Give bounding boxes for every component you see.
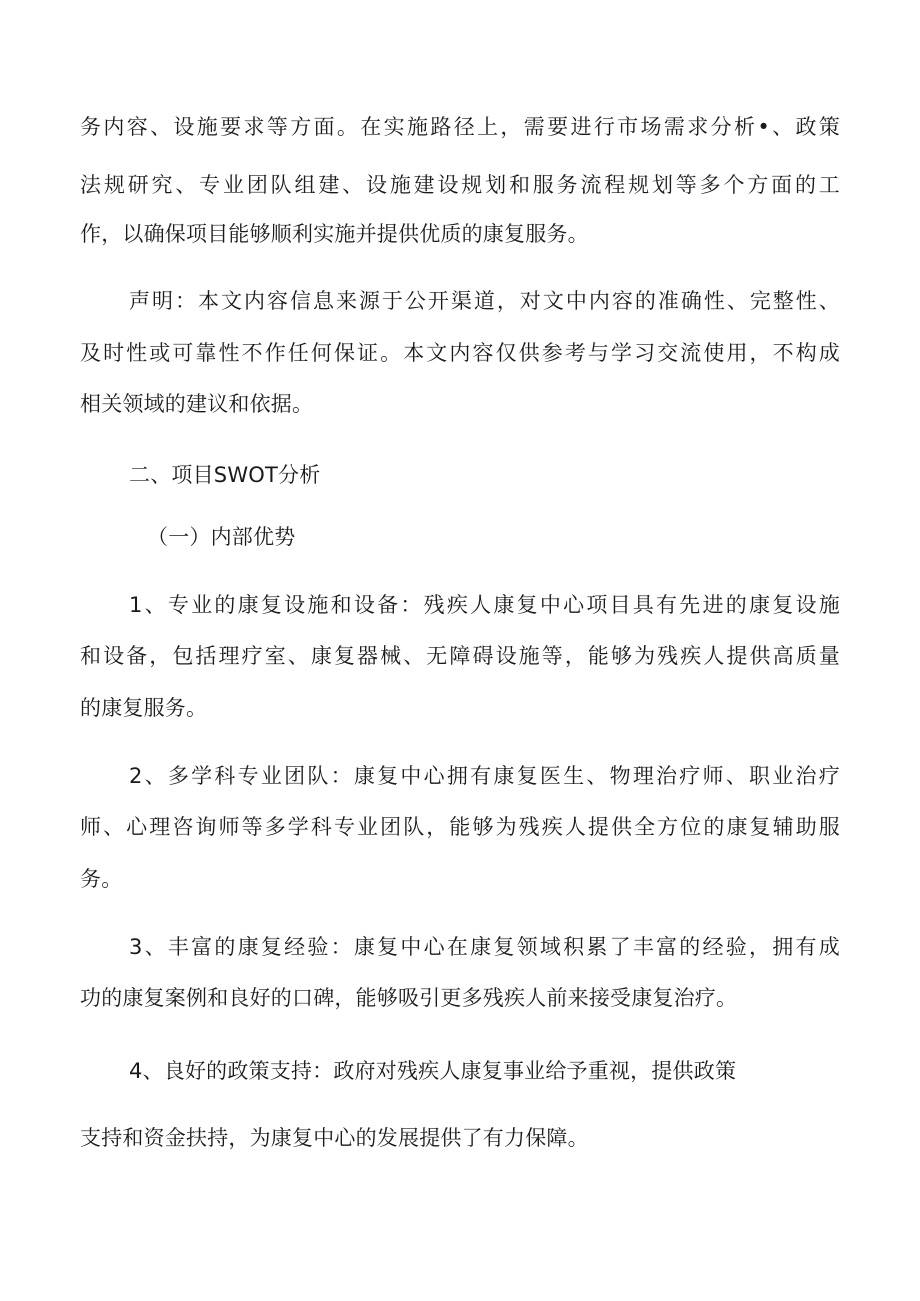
section-heading: 二、项目SWOT分析 [129, 463, 321, 487]
text-line: 法规研究、专业团队组建、设施建设规划和服务流程规划等多个方面的工 [80, 173, 840, 197]
text-line: 的康复服务。 [80, 696, 208, 720]
text-line: 相关领域的建议和依据。 [80, 392, 314, 416]
text-line: 和设备，包括理疗室、康复器械、无障碍设施等，能够为残疾人提供高质量 [80, 644, 840, 668]
text-line: 功的康复案例和良好的口碑，能够吸引更多残疾人前来接受康复治疗。 [80, 986, 738, 1010]
text-line: 及时性或可靠性不作任何保证。本文内容仅供参考与学习交流使用，不构成 [80, 341, 840, 365]
text-line: 支持和资金扶持，为康复中心的发展提供了有力保障。 [80, 1126, 589, 1150]
text-line: 师、心理咨询师等多学科专业团队，能够为残疾人提供全方位的康复辅助服 [80, 815, 840, 839]
text-line: 务内容、设施要求等方面。在实施路径上，需要进行市场需求分析•、政策 [80, 115, 840, 139]
text-line: 务。 [80, 867, 123, 891]
text-line: 4、良好的政策支持：政府对残疾人康复事业给予重视，提供政策 [129, 1059, 737, 1083]
text-line: 1、专业的康复设施和设备：残疾人康复中心项目具有先进的康复设施 [129, 593, 840, 617]
subsection-heading: （一）内部优势 [147, 525, 296, 549]
text-line: 声明：本文内容信息来源于公开渠道，对文中内容的准确性、完整性、 [129, 289, 840, 313]
text-line: 3、丰富的康复经验：康复中心在康复领域积累了丰富的经验，拥有成 [129, 935, 840, 959]
text-line: 2、多学科专业团队：康复中心拥有康复医生、物理治疗师、职业治疗 [129, 764, 840, 788]
text-line: 作，以确保项目能够顺利实施并提供优质的康复服务。 [80, 222, 589, 246]
